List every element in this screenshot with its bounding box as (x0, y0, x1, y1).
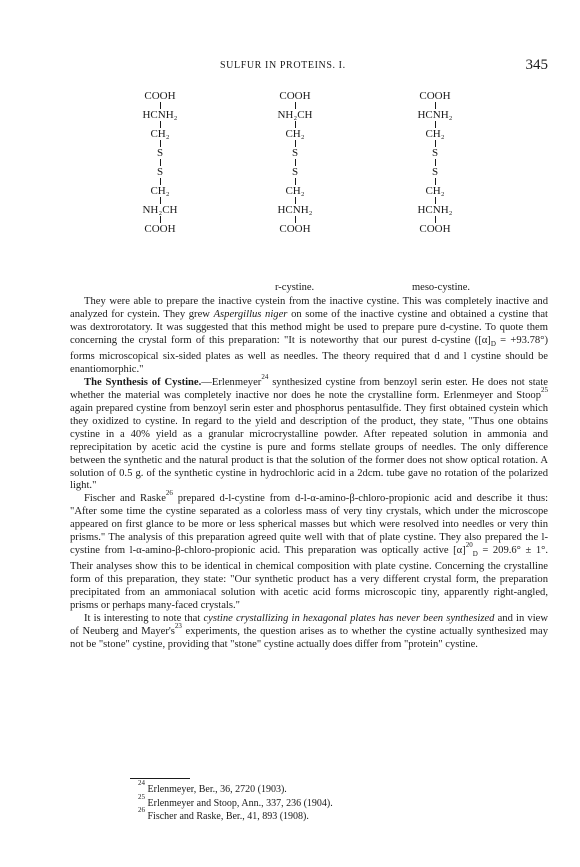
footnote-ref: 24 (261, 372, 269, 381)
text-run: It is interesting to note that (84, 613, 204, 625)
text-run: synthesized cystine from benzoyl serin ester. He does not state whether the material was completely inactive nor does he note the crystalline form. Erlenmeyer and Stoop (70, 376, 549, 401)
structure-formula-3 (390, 90, 480, 235)
formula-line: HCNH₂ (417, 109, 453, 121)
formula-line: S (431, 166, 439, 178)
paragraph-3 (70, 489, 549, 613)
formula-line: S (156, 166, 164, 178)
structure-formula-2 (250, 90, 340, 235)
formula-line: COOH (279, 223, 311, 235)
text-run: prepared d-l-cystine from d-l-α-amino-β-chloro-propionic acid and describe it thus: "After some time the cystine separated as a colorless mass of very tiny crystals, which under the microscope appeared on first glance to be more or less spherical masses but which were resolved into needles or very thin prisms." The analysis of this preparation agreed quite well with that of plate cystine. They also prepared the l-cystine from l-α-amino-β-chloro-propionic acid. This preparation was optically active [α] (70, 493, 549, 557)
italic-emphasis: cystine crystallizing in hexagonal plates has never been synthesized (203, 613, 495, 625)
formula-line: CH₂ (150, 128, 170, 140)
footnote (138, 792, 548, 811)
text-run: again prepared cystine from benzoyl serin ester and phosphorus pentasulfide. They first obtained cystein which they oxidized to cystine. In regard to the yield and description of the product, they state, "Thus one obtains cystine in a 40% yield as a granular microcrystalline powder. After repeated solution in ammonia and reprecipitation by acetic acid the cystine is pure and forms stellate groups of needles. The only difference between the synthetic and the natural product is that the solution of the former does not show optical rotation. A solution of 0.5 g. of the synthetic cystine in hydrochloric acid in a 2dcm. tube gave no rotation of the polarized light." (70, 402, 548, 492)
footnote-text: Erlenmeyer, Ber., 36, 2720 (1903). (147, 784, 287, 795)
caption-racemic: r-cystine. (275, 282, 315, 293)
formula-line: CH₂ (285, 128, 305, 140)
formula-line: CH₂ (425, 185, 445, 197)
footnote-number: 26 (138, 806, 145, 814)
text-run: on some of the inactive cystine and obtained a cystine that was dextrorotatory. It was suggested that this method might be used to prepare pure d-cystine. To quote them concerning the crystal form of this preparation: "It is noteworthy that our purest d-cystine ([α] (70, 308, 548, 346)
footnote-text: Erlenmeyer and Stoop, Ann., 337, 236 (1904). (147, 797, 333, 809)
rotation-temperature: 20 (465, 541, 473, 550)
formula-line: HCNH₂ (277, 204, 313, 216)
section-title: The Synthesis of Cystine. (84, 376, 202, 388)
caption-meso: meso-cystine. (412, 282, 471, 293)
formula-line: HCNH₂ (142, 109, 178, 121)
page-header (70, 57, 548, 80)
formula-line: CH₂ (150, 185, 170, 197)
footnote (138, 779, 548, 797)
formula-line: COOH (419, 90, 451, 102)
structure-formula-1 (115, 90, 205, 235)
paragraph-1: They were able to prepare the inactive cystein from the inactive cystine. This was completely inactive and analyzed for cystein. They grew Aspergillus niger on some of the inactive cystine and obtained a cystine that was dextrorotatory. It was suggested that this method might be used to prepare pure d-cystine. To quote them concerning the crystal form of this preparation: "It is noteworthy that our purest d-cystine $([\alpha]_D = +93.78^\circ)$ forms microscopical six-sided plates as well as needles. The theory required that d and l cystine should be enantiomorphic." (70, 296, 548, 375)
formula-line: HCNH₂ (417, 204, 453, 216)
formula-line: COOH (144, 223, 176, 235)
cystine-structures (70, 90, 548, 293)
rotation-line: D (472, 550, 478, 559)
running-head: SULFUR IN PROTEINS. I. (220, 60, 346, 71)
paragraph-4 (70, 613, 548, 652)
paragraph-2 (70, 372, 549, 494)
page-number: 345 (525, 57, 548, 73)
footnote (138, 806, 548, 824)
text-run: = +93.78°) forms microscopical six-sided plates as well as needles. The theory required that d and l cystine should be enantiomorphic." (70, 334, 548, 375)
formula-line: NH₂CH (142, 204, 178, 216)
formula-line: S (156, 147, 164, 159)
formula-line: S (431, 147, 439, 159)
text-run: They were able to prepare the inactive cystein from the inactive cystine. This was completely inactive and analyzed for cystein. They grew (70, 296, 548, 320)
text-run: experiments, the question arises as to whether the cystine actually synthesized may not be "stone" cystine, providing that "stone" cystine actually does differ from "protein" cystine. (70, 626, 548, 650)
footnote-ref: 23 (174, 622, 182, 631)
body-text (70, 296, 548, 652)
text-run: —Erlenmeyer (201, 376, 262, 388)
text-run: and in view of Neuberg and Mayer's (70, 613, 548, 638)
formula-line: CH₂ (285, 185, 305, 197)
footnote-text: Fischer and Raske, Ber., 41, 893 (1908). (147, 811, 309, 822)
footnote-number: 24 (138, 779, 145, 787)
formula-line: COOH (419, 223, 451, 235)
footnote-ref: 26 (165, 489, 173, 498)
footnotes (70, 778, 548, 824)
formula-line: COOH (144, 90, 176, 102)
footnote-number: 25 (138, 792, 145, 801)
formula-line: NH₂CH (277, 109, 313, 121)
formula-line: S (291, 166, 299, 178)
text-run: = 209.6° ± 1°. Their analyses show this to be identical in chemical composition with plate cystine. Concerning the crystalline form of this preparation, they state: "Our synthetic product has a very different crystal form, the preparation precipitated from an ammoniacal solution with acetic acid forms microscopic tiny, apparently right-angled, prisms or perhaps many-faced crystals." (70, 545, 548, 612)
formula-line: CH₂ (425, 128, 445, 140)
formula-line: S (291, 147, 299, 159)
footnote-ref: 25 (541, 385, 548, 394)
italic-species: Aspergillus niger (213, 308, 288, 320)
formula-line: COOH (279, 90, 311, 102)
text-run: Fischer and Raske (84, 493, 166, 505)
